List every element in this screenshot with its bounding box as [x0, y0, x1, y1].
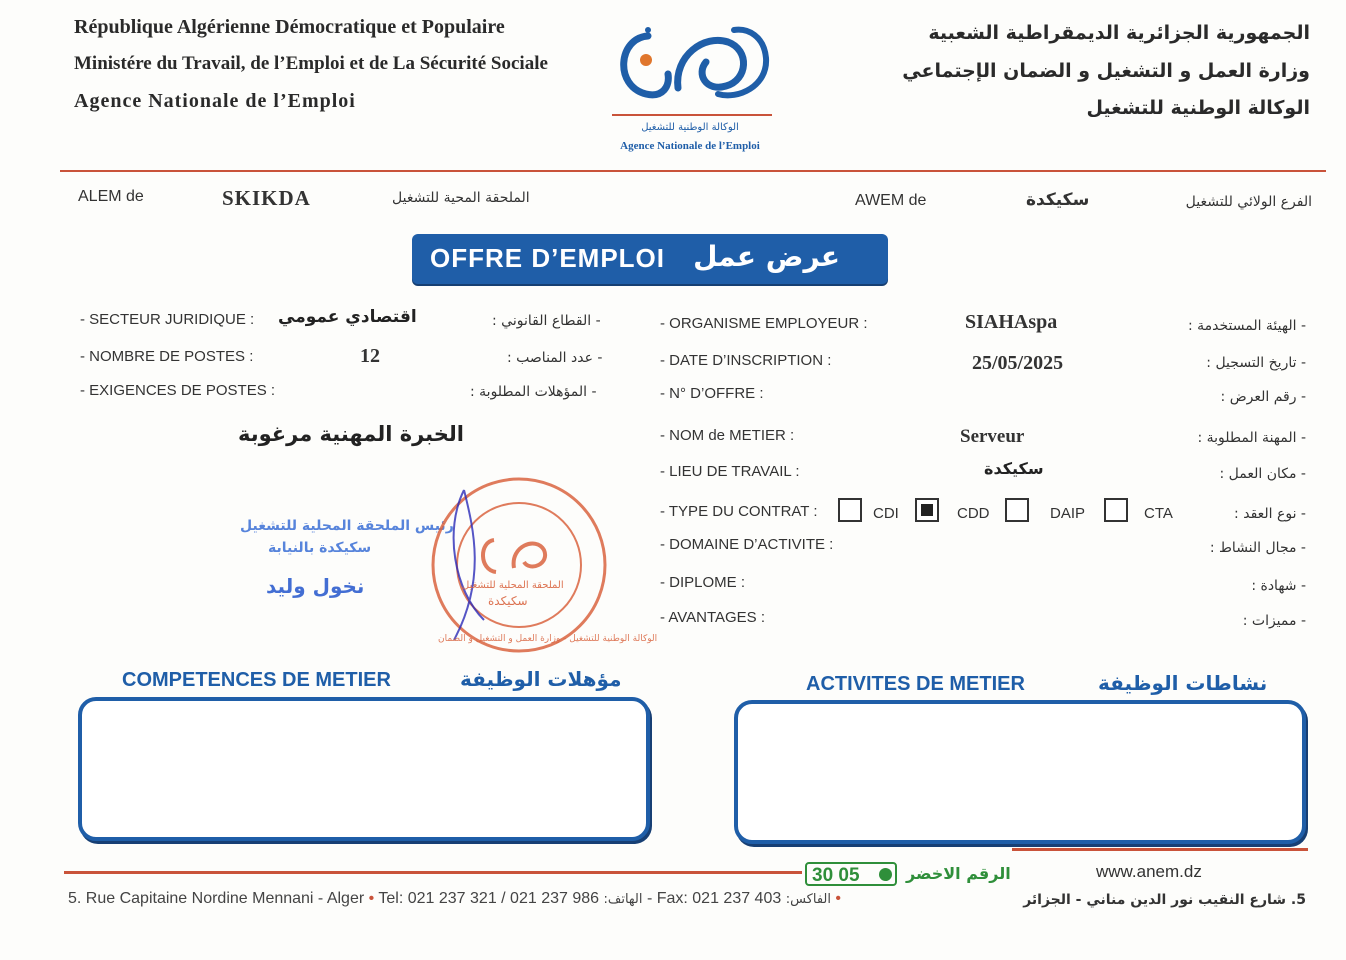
- postes-label-ar: - عدد المناصب :: [507, 350, 603, 366]
- stamp-blue-line2: سكيكدة بالنيابة: [268, 540, 372, 556]
- header-fr-line2: Ministére du Travail, de l’Emploi et de La Sécurité Sociale: [74, 53, 548, 74]
- header-fr-line3: Agence Nationale de l’Emploi: [74, 90, 356, 112]
- activites-box[interactable]: [734, 700, 1306, 844]
- date-value: 25/05/2025: [972, 352, 1064, 374]
- green-number: 30 05: [812, 865, 860, 886]
- contrat-label-ar: - نوع العقد :: [1234, 506, 1306, 522]
- avantages-label-ar: - مميزات :: [1242, 613, 1306, 629]
- metier-label-ar: - المهنة المطلوبة :: [1197, 430, 1306, 446]
- secteur-label-ar: - القطاع القانوني :: [492, 313, 601, 329]
- stamp-center-text: الملحقة المحلية للتشغيل: [462, 580, 564, 591]
- date-label-ar: - تاريخ التسجيل :: [1206, 355, 1306, 371]
- date-label: - DATE D’INSCRIPTION :: [660, 352, 832, 369]
- organisme-label: - ORGANISME EMPLOYEUR :: [660, 315, 868, 332]
- domaine-label-ar: - مجال النشاط :: [1209, 540, 1306, 556]
- contrat-checkbox-cta[interactable]: [1104, 498, 1128, 522]
- exigences-label: - EXIGENCES DE POSTES :: [80, 382, 276, 399]
- logo-ar-caption: الوكالة الوطنية للتشغيل: [641, 122, 739, 133]
- website-link[interactable]: www.anem.dz: [1096, 862, 1202, 881]
- header-ar-line2: وزارة العمل و التشغيل و الضمان الإجتماعي: [902, 60, 1310, 82]
- header-ar-line3: الوكالة الوطنية للتشغيل: [1086, 97, 1310, 119]
- contrat-checkbox-daip[interactable]: [1005, 498, 1029, 522]
- logo-fr-caption: Agence Nationale de l’Emploi: [620, 140, 760, 152]
- lieu-label-ar: - مكان العمل :: [1219, 466, 1306, 482]
- avantages-label: - AVANTAGES :: [660, 609, 766, 626]
- domaine-label: - DOMAINE D’ACTIVITE :: [660, 536, 834, 553]
- header-ar-line1: الجمهورية الجزائرية الديمقراطية الشعبية: [928, 22, 1310, 44]
- postes-value: 12: [360, 345, 380, 367]
- awem-value: سكيكدة: [1026, 190, 1090, 210]
- contrat-checkbox-cdd[interactable]: [915, 498, 939, 522]
- footer-rule-left: [64, 871, 802, 874]
- header-fr-line1: République Algérienne Démocratique et Populaire: [74, 16, 505, 38]
- contrat-label: - TYPE DU CONTRAT :: [660, 503, 818, 520]
- tel-label-ar: :الهاتف: [603, 892, 643, 907]
- contrat-option-cdi: CDI: [873, 505, 899, 522]
- lieu-label: - LIEU DE TRAVAIL :: [660, 463, 800, 480]
- organisme-label-ar: - الهيئة المستخدمة :: [1187, 318, 1306, 334]
- stamp-blue-name: نخول وليد: [266, 574, 365, 598]
- banner-title-fr: OFFRE D’EMPLOI: [430, 243, 665, 273]
- anem-logo-icon: [608, 16, 778, 116]
- footer-address-fr: 5. Rue Capitaine Nordine Mennani - Alger • Tel: 021 237 321 / 021 237 986 :الهاتف - Fax: 021 237 403 :الفاكس •: [68, 890, 842, 907]
- address-fr: 5. Rue Capitaine Nordine Mennani - Alger: [68, 890, 365, 907]
- offre-label: - N° D’OFFRE :: [660, 385, 764, 402]
- secteur-label: - SECTEUR JURIDIQUE :: [80, 311, 255, 328]
- awem-label: AWEM de: [855, 192, 927, 209]
- phone-icon: [879, 868, 892, 881]
- metier-label: - NOM de METIER :: [660, 427, 795, 444]
- stamp-blue-line1: رئيس الملحقة المحلية للتشغيل: [240, 518, 454, 534]
- banner-title-ar: عرض عمل: [693, 240, 840, 273]
- metier-value: Serveur: [960, 426, 1025, 447]
- fax-label-ar: :الفاكس: [785, 892, 831, 907]
- secteur-value: اقتصادي عمومي: [278, 307, 417, 327]
- alem-label: ALEM de: [78, 188, 144, 205]
- footer-rule-right: [1012, 848, 1308, 851]
- stamp-ring-text: الوكالة الوطنية للتشغيل - وزارة العمل و التشغيل و الضمان: [438, 634, 658, 644]
- contrat-checkbox-cdi[interactable]: [838, 498, 862, 522]
- awem-label-ar: الفرع الولائي للتشغيل: [1185, 194, 1312, 210]
- footer-address-ar: 5. شارع النقيب نور الدين مناني - الجزائر: [1023, 892, 1306, 908]
- competences-box[interactable]: [78, 697, 650, 841]
- diplome-label-ar: - شهادة :: [1251, 578, 1306, 594]
- green-number-badge: [805, 862, 897, 886]
- tel-numbers: Tel: 021 237 321 / 021 237 986: [378, 890, 600, 907]
- organisme-value: SIAHAspa: [965, 311, 1058, 333]
- contrat-option-daip: DAIP: [1050, 505, 1086, 522]
- postes-label: - NOMBRE DE POSTES :: [80, 348, 254, 365]
- alem-label-ar: الملحقة المحية للتشغيل: [392, 190, 530, 206]
- exigences-value: الخبرة المهنية مرغوبة: [238, 422, 464, 446]
- alem-value: SKIKDA: [222, 186, 311, 210]
- lieu-value: سكيكدة: [984, 459, 1044, 478]
- activites-title-fr: ACTIVITES DE METIER: [806, 673, 1025, 695]
- anem-logo: [608, 16, 778, 156]
- contrat-option-cta: CTA: [1144, 505, 1173, 522]
- activites-title-ar: نشاطات الوظيفة: [1098, 671, 1268, 695]
- competences-title-ar: مؤهلات الوظيفة: [460, 667, 622, 691]
- competences-title-fr: COMPETENCES DE METIER: [122, 669, 391, 691]
- official-stamp: [238, 470, 658, 660]
- contrat-option-cdd: CDD: [957, 505, 990, 522]
- stamp-center-city: سكيكدة: [488, 594, 528, 608]
- fax-number: - Fax: 021 237 403: [646, 890, 782, 907]
- green-number-label: الرقم الاخضر: [906, 864, 1011, 883]
- offer-banner: [412, 234, 888, 284]
- header-divider: [60, 170, 1326, 172]
- diplome-label: - DIPLOME :: [660, 574, 746, 591]
- exigences-label-ar: - المؤهلات المطلوبة :: [470, 384, 597, 400]
- stamp-seal-icon: [424, 470, 614, 660]
- offre-label-ar: - رقم العرض :: [1220, 389, 1306, 405]
